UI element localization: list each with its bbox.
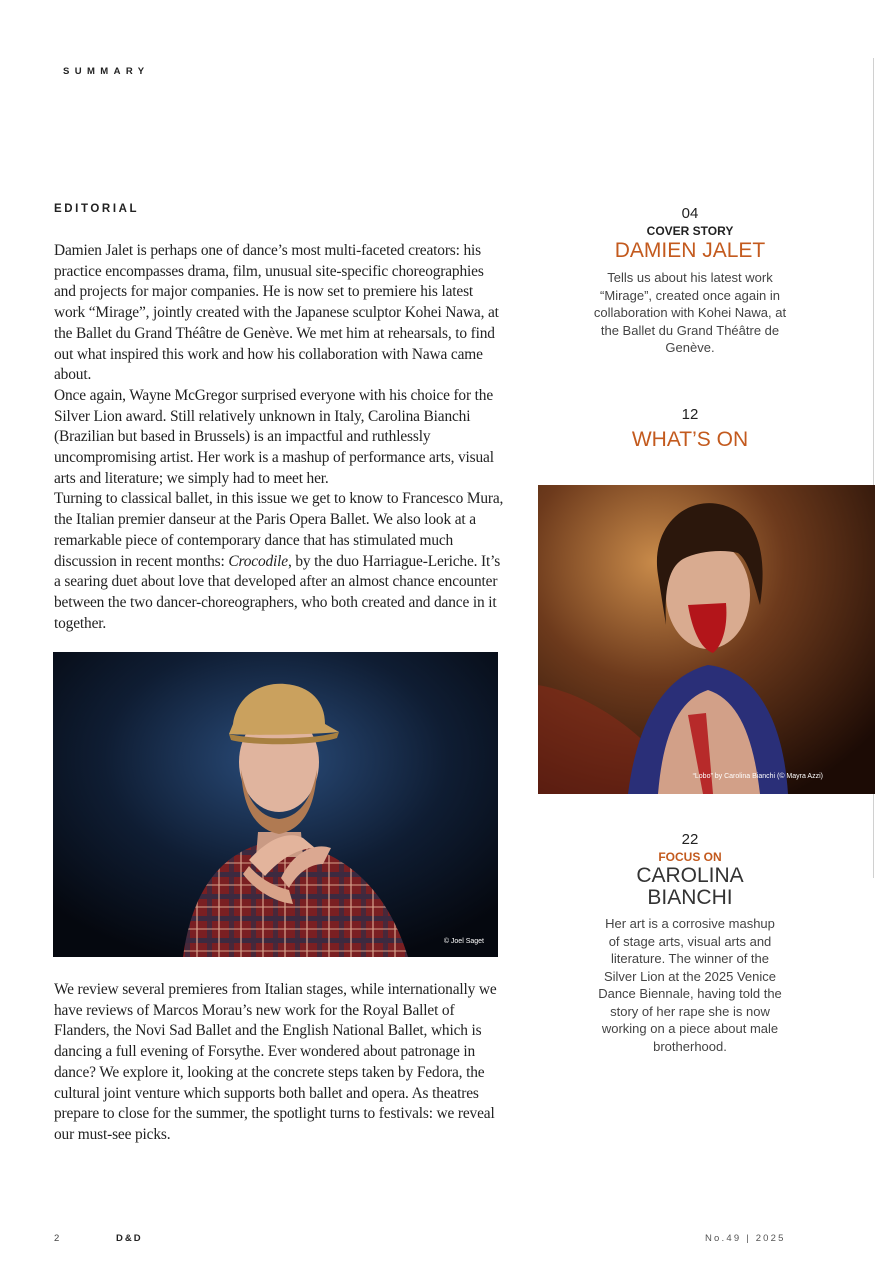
editorial-paragraph-3-end: , by the duo Harriague-Leriche. It’s a searing duet about love that developed after an almost chance encounter between the two dancer-choreographers, who both created and dance in it together. xyxy=(54,552,501,632)
toc-title: WHAT’S ON xyxy=(631,428,749,451)
section-label: SUMMARY xyxy=(63,66,150,77)
editorial-paragraph-2: Once again, Wayne McGregor surprised everyone with his choice for the Silver Lion award. Still relatively unknown in Italy, Carolina Bianchi (Brazilian but based in Brussels) is an impactful and ruthlessly uncompromising artist. Her work is a mashup of performance arts, visual arts and literature; we simply had to meet her. xyxy=(54,386,494,487)
toc-title: DAMIEN JALET xyxy=(614,239,766,262)
toc-item-cover-story[interactable] xyxy=(570,205,810,357)
toc-item-focus-on[interactable] xyxy=(570,831,810,1055)
portrait-credit: © Joel Saget xyxy=(443,938,484,945)
carolina-bianchi-photo xyxy=(538,485,875,794)
editorial-body-bottom xyxy=(54,980,506,1146)
magazine-name: D&D xyxy=(116,1233,143,1244)
editorial-heading: EDITORIAL xyxy=(54,203,140,215)
editorial-paragraph-4: We review several premieres from Italian stages, while internationally we have reviews of Marcos Morau’s new work for the Royal Ballet of Flanders, the Novi Sad Ballet and the English National Ballet, which is dancing a full evening of Forsythe. Ever wondered about patronage in dance? We explore it, looking at the concrete steps taken by Fedora, the cultural joint venture which supports both ballet and opera. As theatres prepare to close for the summer, the spotlight turns to festivals: we reveal our must-see picks. xyxy=(54,981,497,1143)
editorial-paragraph-3 xyxy=(54,489,506,634)
editorial-paragraph-1: Damien Jalet is perhaps one of dance’s most multi-faceted creators: his practice encompasses drama, film, unusual site-specific choreographies and projects for major companies. He is now set to premiere his latest work “Mirage”, jointly created with the Japanese sculptor Kohei Nawa, at the Ballet du Grand Théâtre de Genève. We met him at rehearsals, to find out what inspired this work and how his collaboration with Nawa came about. xyxy=(54,242,499,384)
crocodile-title: Crocodile xyxy=(228,552,288,570)
lobo-illustration xyxy=(538,485,875,794)
toc-title-line-1: CAROLINA xyxy=(636,864,744,887)
toc-page-number: 22 xyxy=(681,831,699,848)
editorial-body-top xyxy=(54,241,506,634)
editorial-paragraph-3-start: Turning to classical ballet, in this issue we get to know to Francesco Mura, the Italian premier danseur at the Paris Opera Ballet. We also look at a remarkable piece of contemporary dance that has stimulated much discussion in recent months: xyxy=(54,490,504,570)
issue-number: No.49 | 2025 xyxy=(705,1233,786,1244)
toc-kicker: COVER STORY xyxy=(646,224,734,238)
toc-description: Tells us about his latest work “Mirage”, created once again in collaboration with Kohei Nawa, at the Ballet du Grand Théâtre de Genève. xyxy=(593,270,787,355)
page-number: 2 xyxy=(54,1233,60,1244)
portrait-illustration xyxy=(53,652,498,957)
toc-page-number: 04 xyxy=(681,205,699,222)
toc-description: Her art is a corrosive mashup of stage arts, visual arts and literature. The winner of the Silver Lion at the 2025 Venice Dance Biennale, having told the story of her rape she is now working on a piece about male brotherhood. xyxy=(598,916,782,1054)
toc-title-line-2: BIANCHI xyxy=(647,886,733,909)
toc-item-whats-on[interactable] xyxy=(570,406,810,452)
photo-credit: “Lobo” by Carolina Bianchi (© Mayra Azzi) xyxy=(692,773,823,780)
damien-jalet-portrait xyxy=(53,652,498,957)
toc-page-number: 12 xyxy=(681,406,699,423)
toc-kicker: FOCUS ON xyxy=(658,850,722,864)
